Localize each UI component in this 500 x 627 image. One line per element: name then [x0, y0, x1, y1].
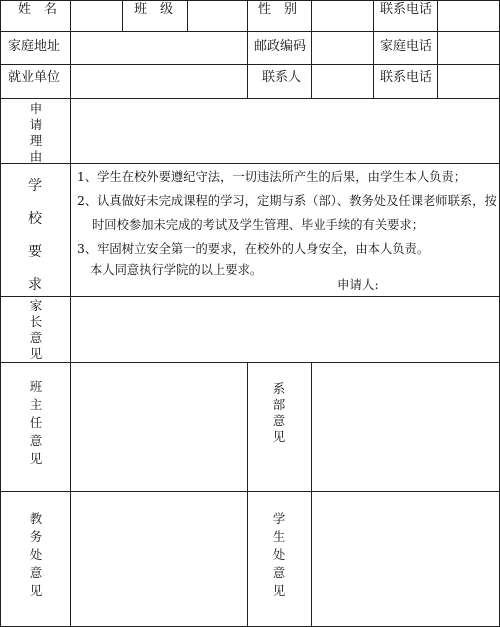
contact-phone-label: 联系电话 — [380, 2, 433, 17]
workplace-field[interactable] — [71, 65, 247, 98]
contact-person-field[interactable] — [312, 65, 373, 98]
contact-person-label: 联系人 — [262, 70, 302, 85]
home-phone-field[interactable] — [438, 32, 499, 64]
reason-label: 申 请 理 由 — [29, 101, 43, 164]
reason-field[interactable] — [71, 99, 499, 163]
class-field[interactable] — [188, 1, 247, 31]
gender-label: 性 别 — [258, 2, 298, 17]
name-label: 姓 名 — [18, 2, 58, 17]
column-divider — [247, 0, 248, 98]
student-affairs-opinion-field[interactable] — [312, 492, 499, 626]
requirement-item-continued: 时回校参加未完成的考试及学生管理、毕业手续的有关要求； — [92, 218, 425, 232]
class-label: 班 级 — [134, 2, 174, 17]
department-opinion-field[interactable] — [312, 363, 499, 491]
postcode-field[interactable] — [312, 32, 373, 64]
requirement-item: 1、学生在校外要遵纪守法，一切违法所产生的后果，由学生本人负责； — [77, 170, 467, 184]
requirement-item: 2、认真做好未完成课程的学习，定期与系（部）、教务处及任课老师联系，按 — [77, 194, 497, 208]
postcode-label: 邮政编码 — [254, 39, 307, 54]
school-requirements-label: 学 校 要 求 — [28, 178, 42, 293]
row-divider — [0, 163, 500, 164]
agreement-statement: 本人同意执行学院的以上要求。 — [90, 263, 263, 277]
gender-field[interactable] — [312, 1, 373, 31]
applicant-label: 申请人: — [337, 277, 379, 292]
student-affairs-opinion-label: 学 生 处 意 见 — [272, 511, 286, 598]
home-address-field[interactable] — [71, 32, 247, 64]
workplace-label: 就业单位 — [8, 70, 61, 85]
requirement-item: 3、牢固树立安全第一的要求，在校外的人身安全，由本人负责。 — [77, 242, 430, 256]
home-address-label: 家庭地址 — [8, 39, 61, 54]
parent-opinion-field[interactable] — [71, 297, 499, 362]
applicant-signature-field[interactable] — [382, 276, 492, 294]
contact-phone-label-2: 联系电话 — [380, 70, 433, 85]
academic-affairs-opinion-field[interactable] — [71, 492, 247, 626]
column-divider — [247, 362, 248, 627]
column-divider — [122, 0, 123, 31]
column-divider — [0, 0, 1, 627]
home-phone-label: 家庭电话 — [380, 39, 433, 54]
head-teacher-opinion-label: 班 主 任 意 见 — [29, 379, 43, 466]
name-field[interactable] — [71, 1, 122, 31]
academic-affairs-opinion-label: 教 务 处 意 见 — [29, 511, 43, 598]
department-opinion-label: 系 部 意 见 — [272, 381, 286, 444]
contact-phone-field[interactable] — [438, 1, 499, 31]
column-divider — [373, 0, 374, 98]
parent-opinion-label: 家 长 意 见 — [29, 298, 43, 361]
contact-phone-field-2[interactable] — [438, 65, 499, 98]
head-teacher-opinion-field[interactable] — [71, 363, 247, 491]
